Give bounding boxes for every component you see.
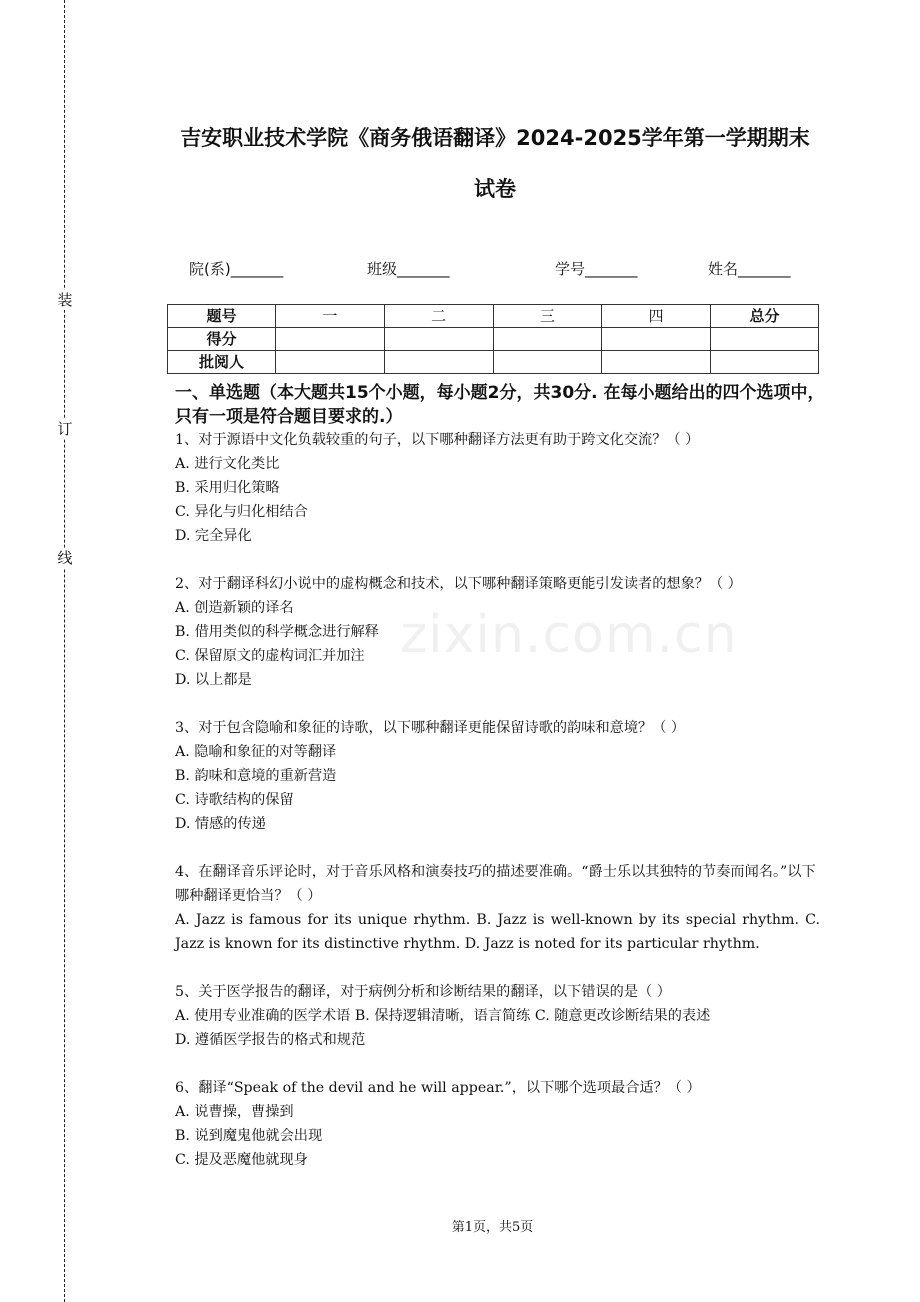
score-cell	[711, 351, 819, 374]
score-cell	[384, 328, 493, 351]
binding-char-zhuang: 装	[57, 291, 73, 309]
question-option: A. 创造新颖的译名	[175, 600, 294, 616]
question-option: B. 借用类似的科学概念进行解释	[175, 624, 379, 640]
exam-title-line-2: 试卷	[474, 177, 516, 201]
question-4	[175, 860, 820, 956]
score-cell	[276, 351, 385, 374]
score-cell	[493, 351, 602, 374]
reviewer-row-label: 批阅人	[168, 351, 276, 374]
question-option: C. 提及恶魔他就现身	[175, 1152, 308, 1168]
question-option: D. 以上都是	[175, 672, 252, 688]
question-stem: 1、对于源语中文化负载较重的句子，以下哪种翻译方法更有助于跨文化交流？（ ）	[175, 432, 700, 448]
question-option: C. 异化与归化相结合	[175, 504, 308, 520]
watermark: zixin.com.cn	[400, 605, 738, 665]
question-option: A. 隐喻和象征的对等翻译	[175, 744, 337, 760]
question-stem: 6、翻译“Speak of the devil and he will appear.”，以下哪个选项最合适？（ ）	[175, 1080, 701, 1096]
question-stem: 4、在翻译音乐评论时，对于音乐风格和演奏技巧的描述要准确。“爵士乐以其独特的节奏而闻名。”以下哪种翻译更恰当？（ ）	[175, 864, 816, 904]
question-stem: 3、对于包含隐喻和象征的诗歌，以下哪种翻译更能保留诗歌的韵味和意境？（ ）	[175, 720, 686, 736]
question-option: B. 说到魔鬼他就会出现	[175, 1128, 323, 1144]
score-row-label: 得分	[168, 328, 276, 351]
class-field: 班级_______	[367, 260, 450, 278]
score-table-header: 题号	[168, 305, 276, 328]
question-3	[175, 716, 820, 836]
score-table-header: 三	[493, 305, 602, 328]
question-options-paragraph: A. Jazz is famous for its unique rhythm. B. Jazz is well-known by its special rhythm. C. Jazz is known for its distinctive rhythm. D. Jazz is noted for its particular rhythm.	[175, 912, 820, 952]
score-table	[167, 304, 819, 374]
binding-dashed-line	[64, 0, 65, 1302]
question-6	[175, 1076, 820, 1172]
score-cell	[384, 351, 493, 374]
score-cell	[711, 328, 819, 351]
section-title: 一、单选题（本大题共15个小题，每小题2分，共30分. 在每小题给出的四个选项中，只有一项是符合题目要求的.）	[175, 383, 825, 427]
score-table-row	[168, 328, 819, 351]
score-cell	[276, 328, 385, 351]
question-option: C. 保留原文的虚构词汇并加注	[175, 648, 365, 664]
score-cell	[493, 328, 602, 351]
score-table-header-row	[168, 305, 819, 328]
question-option: B. 韵味和意境的重新营造	[175, 768, 337, 784]
question-option: B. 采用归化策略	[175, 480, 280, 496]
question-option: D. 情感的传递	[175, 816, 266, 832]
score-table-header: 一	[276, 305, 385, 328]
question-stem: 5、关于医学报告的翻译，对于病例分析和诊断结果的翻译，以下错误的是（ ）	[175, 984, 671, 1000]
score-table-header: 四	[602, 305, 711, 328]
score-cell	[602, 328, 711, 351]
student-info-row	[0, 258, 920, 280]
score-table-header: 总分	[711, 305, 819, 328]
question-option: A. 说曹操，曹操到	[175, 1104, 294, 1120]
score-cell	[602, 351, 711, 374]
binding-char-xian: 线	[57, 549, 73, 567]
question-option: C. 诗歌结构的保留	[175, 792, 294, 808]
student-id-field: 学号_______	[555, 260, 638, 278]
department-field: 院(系)_______	[189, 260, 284, 278]
score-table-row	[168, 351, 819, 374]
name-field: 姓名_______	[708, 260, 791, 278]
question-list	[175, 428, 820, 1196]
question-2	[175, 572, 820, 692]
question-1	[175, 428, 820, 548]
binding-char-ding: 订	[57, 420, 73, 438]
question-option: A. 进行文化类比	[175, 456, 280, 472]
question-option: D. 遵循医学报告的格式和规范	[175, 1032, 366, 1048]
question-stem: 2、对于翻译科幻小说中的虚构概念和技术，以下哪种翻译策略更能引发读者的想象？（ ）	[175, 576, 742, 592]
question-option: D. 完全异化	[175, 528, 252, 544]
exam-title-line-1: 吉安职业技术学院《商务俄语翻译》2024-2025学年第一学期期末	[180, 126, 810, 150]
page-footer: 第1页，共5页	[451, 1220, 534, 1235]
score-table-header: 二	[384, 305, 493, 328]
question-5	[175, 980, 820, 1052]
question-option: A. 使用专业准确的医学术语 B. 保持逻辑清晰，语言简练 C. 随意更改诊断结果的表述	[175, 1008, 711, 1024]
